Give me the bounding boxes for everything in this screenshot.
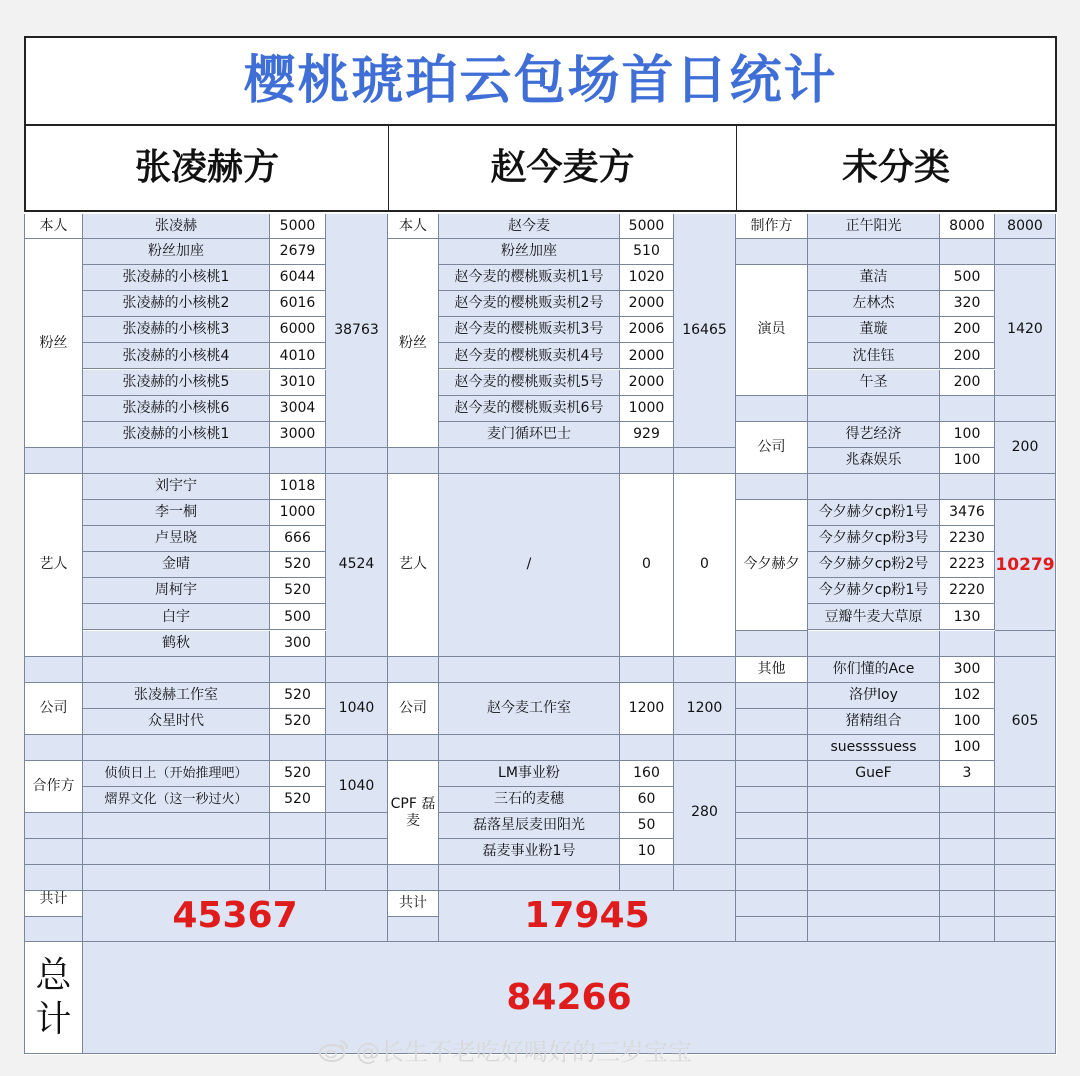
- donor-value: 2000: [620, 370, 674, 396]
- donor-name: 张凌赫的小核桃3: [83, 317, 270, 343]
- donor-name: 张凌赫: [83, 214, 270, 239]
- table-cell: [620, 657, 674, 683]
- table-cell: [940, 839, 995, 865]
- donor-name: 今夕赫夕cp粉1号: [808, 578, 940, 604]
- donor-name: 张凌赫的小核桃5: [83, 370, 270, 396]
- table-cell: [940, 813, 995, 839]
- donor-value: 520: [270, 787, 326, 813]
- donor-value: 2679: [270, 239, 326, 265]
- donor-name: 赵今麦的樱桃贩卖机5号: [439, 370, 620, 396]
- table-cell: [736, 735, 808, 761]
- subtotal-value: 4524: [326, 474, 388, 657]
- table-cell: [940, 891, 995, 917]
- table-cell: [270, 448, 326, 474]
- grand-label: 总计: [24, 942, 83, 1054]
- donor-name: 张凌赫的小核桃4: [83, 343, 270, 369]
- donor-name: 金晴: [83, 552, 270, 578]
- donor-value: 100: [940, 422, 995, 448]
- table-cell: [940, 787, 995, 813]
- subtotal-value: 1200: [674, 683, 736, 735]
- subtotal-value: 200: [995, 422, 1056, 474]
- table-cell: [439, 448, 620, 474]
- donor-value: 0: [620, 474, 674, 657]
- table-cell: [270, 865, 326, 891]
- section-header: 张凌赫方: [24, 126, 388, 212]
- donor-name: 今夕赫夕cp粉1号: [808, 500, 940, 526]
- table-cell: [83, 657, 270, 683]
- donor-value: 3004: [270, 396, 326, 422]
- table-cell: [439, 735, 620, 761]
- donor-name: 张凌赫的小核桃2: [83, 291, 270, 317]
- donor-value: 5000: [270, 214, 326, 239]
- table-cell: [326, 813, 388, 839]
- donor-name: 正午阳光: [808, 214, 940, 239]
- table-cell: [736, 683, 808, 709]
- table-cell: [940, 474, 995, 500]
- donor-value: 1200: [620, 683, 674, 735]
- donor-name: 董洁: [808, 265, 940, 291]
- subtotal-value: 16465: [674, 214, 736, 448]
- donor-value: 929: [620, 422, 674, 448]
- table-cell: [736, 631, 808, 657]
- category-label: 公司: [388, 683, 439, 735]
- donor-value: 130: [940, 604, 995, 630]
- donor-value: 100: [940, 448, 995, 474]
- donor-name: 洛伊loy: [808, 683, 940, 709]
- weibo-icon: [318, 1037, 350, 1063]
- donor-value: 500: [940, 265, 995, 291]
- grand-total: 84266: [83, 942, 1056, 1054]
- donor-name: 熠界文化（这一秒过火）: [83, 787, 270, 813]
- donor-value: 520: [270, 761, 326, 787]
- donor-name: suessssuess: [808, 735, 940, 761]
- donor-name: 你们懂的Ace: [808, 657, 940, 683]
- donor-value: 3: [940, 761, 995, 787]
- donor-name: 赵今麦的樱桃贩卖机1号: [439, 265, 620, 291]
- subtotal-value: 280: [674, 761, 736, 865]
- donor-value: 510: [620, 239, 674, 265]
- donor-value: 2006: [620, 317, 674, 343]
- table-cell: [24, 865, 83, 891]
- table-cell: [808, 787, 940, 813]
- donor-name: 卢昱晓: [83, 526, 270, 552]
- donor-name: 侦侦日上（开始推理吧）: [83, 761, 270, 787]
- table-cell: [620, 448, 674, 474]
- table-cell: [736, 239, 808, 265]
- donor-value: 200: [940, 317, 995, 343]
- donor-name: 赵今麦的樱桃贩卖机2号: [439, 291, 620, 317]
- category-label: 粉丝: [388, 239, 439, 448]
- donor-value: 60: [620, 787, 674, 813]
- table-cell: [24, 735, 83, 761]
- page-title: 樱桃琥珀云包场首日统计: [24, 36, 1057, 126]
- total-label: 共计: [24, 891, 83, 917]
- donor-name: 众星时代: [83, 709, 270, 735]
- donor-name: 左林杰: [808, 291, 940, 317]
- table-cell: [270, 657, 326, 683]
- category-label: 制作方: [736, 214, 808, 239]
- table-cell: [439, 865, 620, 891]
- table-cell: [388, 735, 439, 761]
- donor-value: 520: [270, 552, 326, 578]
- donor-name: 磊落星辰麦田阳光: [439, 813, 620, 839]
- table-cell: [995, 631, 1056, 657]
- table-cell: [83, 839, 270, 865]
- table-cell: [326, 448, 388, 474]
- total-label: 共计: [388, 891, 439, 917]
- donor-value: 6044: [270, 265, 326, 291]
- table-cell: [620, 865, 674, 891]
- section-header: 未分类: [736, 126, 1057, 212]
- table-cell: [995, 474, 1056, 500]
- category-label: 今夕赫夕: [736, 500, 808, 631]
- table-cell: [940, 239, 995, 265]
- watermark-text: @长生不老吃好喝好的三岁宝宝: [356, 1038, 692, 1066]
- section-header: 赵今麦方: [388, 126, 736, 212]
- table-cell: [736, 787, 808, 813]
- table-cell: [674, 657, 736, 683]
- donor-value: 4010: [270, 343, 326, 369]
- donor-name: 赵今麦的樱桃贩卖机6号: [439, 396, 620, 422]
- donor-name: 白宇: [83, 604, 270, 630]
- subtotal-value: 1040: [326, 761, 388, 813]
- donor-value: 300: [270, 631, 326, 657]
- zhang-total: 45367: [83, 891, 388, 942]
- table-cell: [388, 865, 439, 891]
- donor-value: 6000: [270, 317, 326, 343]
- table-cell: [270, 813, 326, 839]
- table-cell: [940, 865, 995, 891]
- donor-name: GueF: [808, 761, 940, 787]
- donor-name: 三石的麦穗: [439, 787, 620, 813]
- donor-name: 张凌赫工作室: [83, 683, 270, 709]
- table-cell: [808, 239, 940, 265]
- donor-value: 100: [940, 735, 995, 761]
- category-label: 其他: [736, 657, 808, 683]
- donor-value: 520: [270, 578, 326, 604]
- table-cell: [995, 891, 1056, 917]
- table-cell: [674, 448, 736, 474]
- table-cell: [24, 813, 83, 839]
- table-cell: [388, 448, 439, 474]
- table-cell: [674, 735, 736, 761]
- donor-value: 3000: [270, 422, 326, 448]
- table-cell: [326, 735, 388, 761]
- table-cell: [270, 735, 326, 761]
- table-cell: [439, 657, 620, 683]
- category-label: 本人: [24, 214, 83, 239]
- table-cell: [674, 865, 736, 891]
- donor-value: 2223: [940, 552, 995, 578]
- table-cell: [940, 396, 995, 422]
- table-cell: [388, 657, 439, 683]
- donor-value: 1020: [620, 265, 674, 291]
- donor-value: 2000: [620, 291, 674, 317]
- donor-value: 2000: [620, 343, 674, 369]
- table-cell: [808, 813, 940, 839]
- table-cell: [270, 839, 326, 865]
- donor-name: 赵今麦: [439, 214, 620, 239]
- table-cell: [808, 474, 940, 500]
- table-cell: [736, 813, 808, 839]
- donor-value: 200: [940, 370, 995, 396]
- table-cell: [995, 813, 1056, 839]
- category-label: CPF 磊麦: [388, 761, 439, 865]
- donor-name: 张凌赫的小核桃1: [83, 265, 270, 291]
- donor-value: 666: [270, 526, 326, 552]
- donor-value: 8000: [940, 214, 995, 239]
- category-label: 公司: [736, 422, 808, 474]
- table-cell: [940, 917, 995, 942]
- donor-value: 2220: [940, 578, 995, 604]
- table-cell: [995, 396, 1056, 422]
- donor-name: 赵今麦工作室: [439, 683, 620, 735]
- table-cell: [326, 657, 388, 683]
- donor-value: 1000: [620, 396, 674, 422]
- table-cell: [388, 917, 439, 942]
- table-cell: [995, 917, 1056, 942]
- donor-value: 200: [940, 343, 995, 369]
- donor-name: 董璇: [808, 317, 940, 343]
- table-cell: [326, 839, 388, 865]
- donor-name: 午圣: [808, 370, 940, 396]
- donor-value: 160: [620, 761, 674, 787]
- table-cell: [24, 657, 83, 683]
- table-cell: [995, 839, 1056, 865]
- table-cell: [736, 865, 808, 891]
- subtotal-value: 1420: [995, 265, 1056, 396]
- donor-value: 5000: [620, 214, 674, 239]
- category-label: 粉丝: [24, 239, 83, 448]
- subtotal-value: 605: [995, 657, 1056, 788]
- donor-value: 500: [270, 604, 326, 630]
- table-cell: [808, 396, 940, 422]
- table-cell: [808, 917, 940, 942]
- category-label: 演员: [736, 265, 808, 396]
- donor-name: 麦门循环巴士: [439, 422, 620, 448]
- donor-name: 鹤秋: [83, 631, 270, 657]
- zhao-total: 17945: [439, 891, 736, 942]
- table-cell: [736, 891, 808, 917]
- table-cell: [736, 761, 808, 787]
- donor-name: 刘宇宁: [83, 474, 270, 500]
- donor-value: 2230: [940, 526, 995, 552]
- donor-value: 1000: [270, 500, 326, 526]
- subtotal-value: 1040: [326, 683, 388, 735]
- donor-name: 猪精组合: [808, 709, 940, 735]
- donor-value: 520: [270, 709, 326, 735]
- subtotal-value: 10279: [995, 500, 1056, 631]
- donor-name: 赵今麦的樱桃贩卖机3号: [439, 317, 620, 343]
- stats-table: [24, 36, 1057, 1055]
- table-cell: [940, 631, 995, 657]
- donor-name: 张凌赫的小核桃1: [83, 422, 270, 448]
- table-cell: [808, 631, 940, 657]
- donor-value: 100: [940, 709, 995, 735]
- donor-name: 周柯宇: [83, 578, 270, 604]
- category-label: 合作方: [24, 761, 83, 813]
- table-cell: [83, 865, 270, 891]
- table-cell: [736, 474, 808, 500]
- donor-name: 沈佳钰: [808, 343, 940, 369]
- donor-value: 102: [940, 683, 995, 709]
- category-label: 本人: [388, 214, 439, 239]
- donor-name: 张凌赫的小核桃6: [83, 396, 270, 422]
- table-cell: [24, 448, 83, 474]
- donor-value: 300: [940, 657, 995, 683]
- category-label: 艺人: [388, 474, 439, 657]
- donor-value: 320: [940, 291, 995, 317]
- donor-value: 1018: [270, 474, 326, 500]
- subtotal-value: 8000: [995, 214, 1056, 239]
- subtotal-value: 38763: [326, 214, 388, 448]
- donor-name: 兆森娱乐: [808, 448, 940, 474]
- watermark: [318, 1032, 692, 1067]
- donor-value: 3476: [940, 500, 995, 526]
- donor-value: 50: [620, 813, 674, 839]
- donor-name: 粉丝加座: [439, 239, 620, 265]
- table-cell: [808, 839, 940, 865]
- table-cell: [83, 735, 270, 761]
- table-cell: [736, 839, 808, 865]
- table-cell: [736, 396, 808, 422]
- table-cell: [620, 735, 674, 761]
- category-label: 公司: [24, 683, 83, 735]
- table-cell: [326, 865, 388, 891]
- table-cell: [736, 917, 808, 942]
- donor-name: 赵今麦的樱桃贩卖机4号: [439, 343, 620, 369]
- table-cell: [995, 239, 1056, 265]
- table-cell: [83, 813, 270, 839]
- donor-name: 今夕赫夕cp粉2号: [808, 552, 940, 578]
- table-cell: [24, 839, 83, 865]
- donor-value: 6016: [270, 291, 326, 317]
- donor-name: 今夕赫夕cp粉3号: [808, 526, 940, 552]
- donor-value: 10: [620, 839, 674, 865]
- table-cell: [808, 865, 940, 891]
- category-label: 艺人: [24, 474, 83, 657]
- donor-name: 粉丝加座: [83, 239, 270, 265]
- table-cell: [808, 891, 940, 917]
- donor-name: /: [439, 474, 620, 657]
- donor-name: 得艺经济: [808, 422, 940, 448]
- table-cell: [995, 787, 1056, 813]
- donor-name: LM事业粉: [439, 761, 620, 787]
- donor-value: 3010: [270, 370, 326, 396]
- table-cell: [83, 448, 270, 474]
- donor-name: 磊麦事业粉1号: [439, 839, 620, 865]
- donor-name: 李一桐: [83, 500, 270, 526]
- donor-value: 520: [270, 683, 326, 709]
- table-cell: [24, 917, 83, 942]
- subtotal-value: 0: [674, 474, 736, 657]
- table-cell: [995, 865, 1056, 891]
- donor-name: 豆瓣牛麦大草原: [808, 604, 940, 630]
- table-cell: [736, 709, 808, 735]
